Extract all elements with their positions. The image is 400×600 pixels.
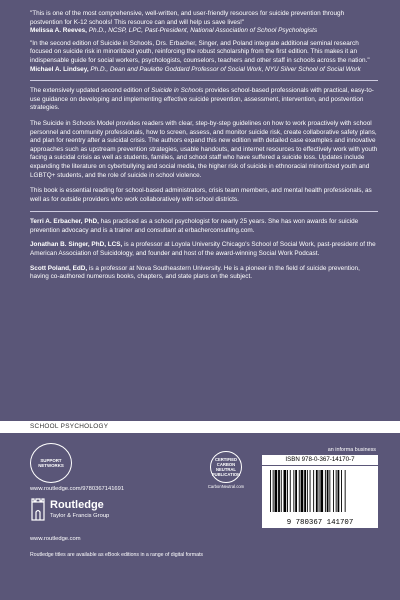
ebook-note: Routledge titles are available as eBook editions in a range of digital formats (30, 552, 204, 558)
barcode-bar (284, 470, 287, 512)
carbon-neutral-ring: CERTIFIED CARBON NEUTRAL PUBLICATION (210, 451, 242, 483)
barcode-bar (301, 470, 304, 512)
back-cover-content (30, 10, 378, 288)
divider (30, 211, 378, 212)
publisher-name: Routledge (50, 499, 104, 511)
barcode-bar (287, 470, 288, 512)
cover-footer (0, 433, 400, 600)
support-networks-seal (30, 443, 72, 483)
barcode-bar (273, 470, 274, 512)
barcode-bar (313, 470, 314, 512)
barcode-area (262, 447, 378, 531)
description-paragraph: The Suicide in Schools Model provides readers with clear, step-by-step guidelines on how to work proactively with school personnel and community professionals, how to screen, assess, and monitor suicide risk, create collaborative safety plans, and plan for reentry after a suicidal crisis. The authors expand this new edition with detailed case examples and innovative approaches such as upstream prevention strategies, usable handouts, and internet resources to effectively work with youth facing a suicidal crisis as well as students, families, and school staff who have suffered a suicide loss. Updates include expanding the literature on cyberbullying and social media, the higher risk of suicide in ethnoracial minoritized youth and LGBTQ+ students, and the role of suicide in school violence. (30, 119, 378, 179)
author-bio-text: has practiced as a school psychologist for nearly 25 years. She has won awards for suicide prevention advocacy and is a trainer and consultant at erbacherconsulting.com. (30, 218, 359, 234)
barcode-bar (345, 470, 346, 512)
author-bio-text: is a professor at Loyola University Chicago's School of Social Work, past-president of the American Association of Suicidology, and founder and host of the award-winning Social Work Podcast. (30, 241, 376, 258)
author-bio (30, 218, 378, 235)
book-description (30, 87, 378, 204)
barcode-bar (327, 470, 329, 512)
quote-text: "This is one of the most comprehensive, well-written, and user-friendly resources for suicide prevention through postvention for K-12 schools! This resource can and will help us save lives!" (30, 10, 345, 26)
barcode-bar (293, 470, 294, 512)
quote-author: Michael A. Lindsey, (30, 65, 89, 73)
description-paragraph: This book is essential reading for school-based administrators, crisis team members, and mental health professionals, as well as for outside providers who work collaboratively with school districts. (30, 187, 372, 203)
publisher-url: www.routledge.com (30, 536, 81, 542)
barcode-bar (307, 470, 308, 512)
quote-affiliation: Ph.D., NCSP, LPC, Past-President, National Association of School Psychologists (88, 27, 318, 35)
barcode-bar (333, 470, 334, 512)
description-paragraph (30, 87, 378, 113)
barcode-bar (290, 470, 291, 512)
barcode-bar (325, 470, 326, 512)
category-band (0, 421, 400, 433)
barcode-bar (329, 470, 330, 512)
barcode-number: 9 780367 141707 (286, 519, 354, 527)
barcode-bar (304, 470, 306, 512)
author-name: Terri A. Erbacher, PhD, (30, 218, 99, 226)
seal-text: SUPPORT NETWORKS (38, 458, 64, 468)
informa-imprint: an informa business (327, 447, 376, 453)
barcode-bars (262, 466, 378, 516)
barcode-bar (320, 470, 323, 512)
routledge-tower-icon (30, 498, 46, 522)
barcode-bar (336, 470, 337, 512)
barcode-bar (295, 470, 297, 512)
barcode-bar (278, 470, 280, 512)
quote-author: Melissa A. Reeves, (30, 27, 87, 35)
barcode-bar (310, 470, 311, 512)
barcode-bar (338, 470, 340, 512)
barcode-bar (299, 470, 300, 512)
author-name: Scott Poland, EdD, (30, 264, 88, 272)
quote-text: "In the second edition of Suicide in Schools, Drs. Erbacher, Singer, and Poland integrate additional seminal research focused on suicide risk in minoritized youth, reinforcing the robust scholarship from the first edition. This makes it an indispensable guide for social workers, psychologists, counselors, teachers and other staff in schools across the nation." (30, 39, 370, 64)
author-bio-text: is a professor at Nova Southeastern University. He is a pioneer in the field of suicide prevention, having co-authored numerous books, chapters, and state plans on the subject. (30, 264, 360, 281)
book-url: www.routledge.com/9780367141691 (30, 486, 125, 492)
category-label: SCHOOL PSYCHOLOGY (30, 423, 109, 430)
barcode-bar (341, 470, 342, 512)
author-name: Jonathan B. Singer, PhD, LCS, (30, 241, 123, 249)
publisher-logo (30, 496, 150, 526)
author-bios (30, 218, 378, 282)
barcode-bar (270, 470, 271, 512)
barcode (262, 466, 378, 528)
barcode-bar (316, 470, 318, 512)
publisher-group: Taylor & Francis Group (50, 513, 110, 519)
author-bio (30, 241, 378, 258)
barcode-bar (275, 470, 278, 512)
book-title-inline: Suicide in Schools (151, 87, 204, 95)
description-text: provides school-based professionals with practical, easy-to-use guidance on developing and implementing effective suicide prevention, assessment, intervention, and postvention strategies. (30, 87, 374, 112)
carbon-neutral-url: CarbonNeutral.com (207, 484, 245, 489)
divider (30, 80, 378, 81)
author-bio (30, 265, 378, 282)
description-text: The extensively updated second edition of (30, 87, 152, 95)
endorsement-2 (30, 40, 378, 74)
barcode-bar (281, 470, 282, 512)
endorsement-1 (30, 10, 378, 36)
barcode-bar (319, 470, 320, 512)
carbon-neutral-badge (208, 451, 244, 495)
quote-affiliation: Ph.D., Dean and Paulette Goddard Professor of Social Work, NYU Silver School of Social Work (90, 65, 361, 73)
isbn-label: ISBN 978-0-367-14170-7 (262, 455, 378, 465)
